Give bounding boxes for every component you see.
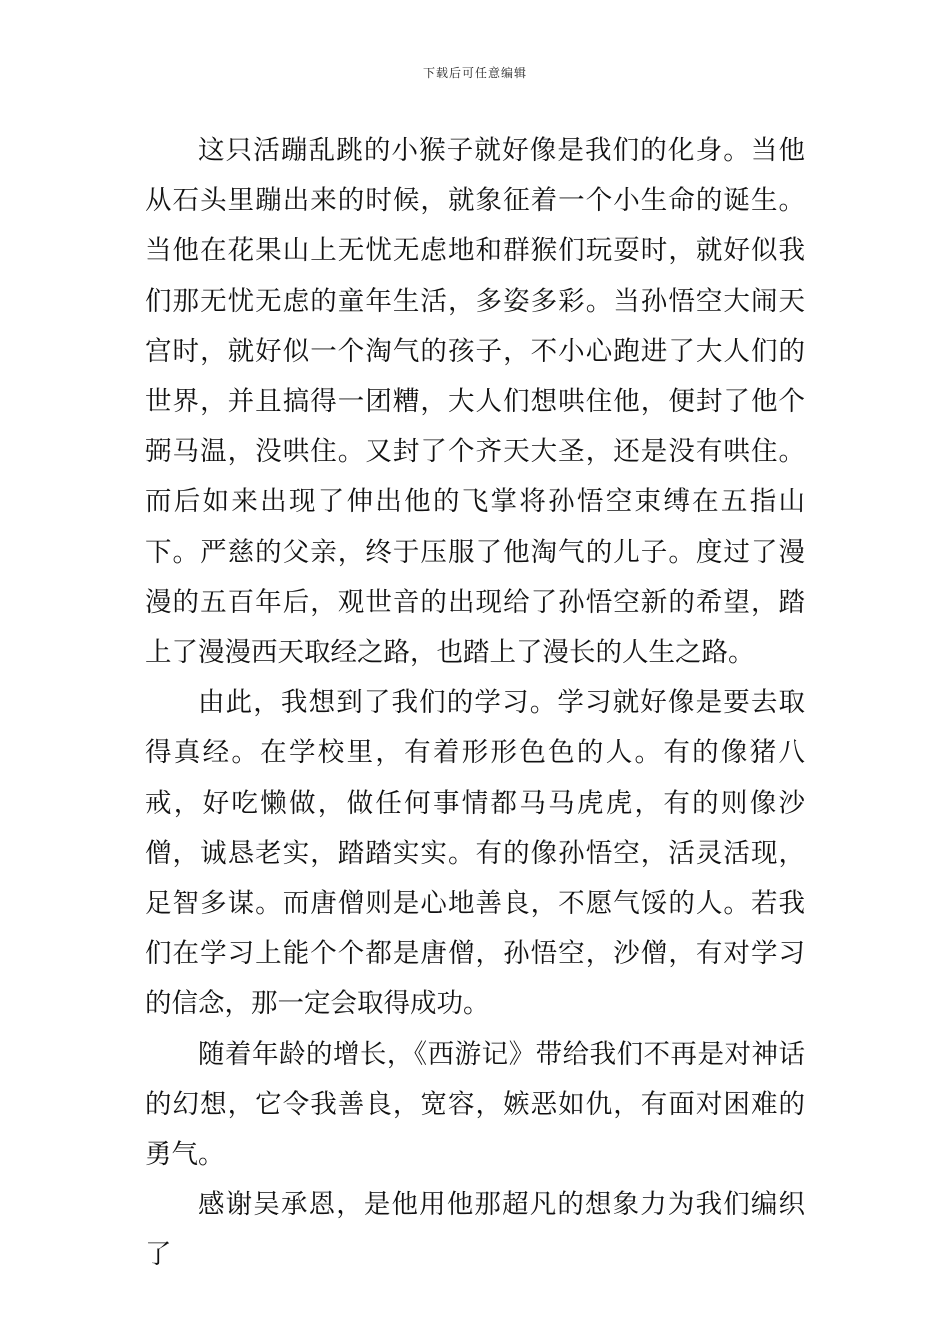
paragraph-4: 感谢吴承恩，是他用他那超凡的想象力为我们编织了 <box>145 1189 805 1271</box>
paragraph-2: 由此，我想到了我们的学习。学习就好像是要去取得真经。在学校里，有着形形色色的人。有的像猪八戒，好吃懒做，做任何事情都马马虎虎，有的则像沙僧，诚恳老实，踏踏实实。有的像孙悟空，活灵活现，足智多谋。而唐僧则是心地善良，不愿气馁的人。若我们在学习上能个个都是唐僧，孙悟空，沙僧，有对学习的信念，那一定会取得成功。 <box>145 687 805 1020</box>
paragraph-3: 随着年龄的增长，《西游记》带给我们不再是对神话的幻想，它令我善良，宽容，嫉恶如仇，有面对困难的勇气。 <box>145 1038 805 1171</box>
document-body <box>145 126 805 1281</box>
page-header: 下载后可任意编辑 <box>422 66 527 80</box>
paragraph-1: 这只活蹦乱跳的小猴子就好像是我们的化身。当他从石头里蹦出来的时候，就象征着一个小生命的诞生。当他在花果山上无忧无虑地和群猴们玩耍时，就好似我们那无忧无虑的童年生活，多姿多彩。当孙悟空大闹天宫时，就好似一个淘气的孩子，不小心跑进了大人们的世界，并且搞得一团糟，大人们想哄住他，便封了他个弼马温，没哄住。又封了个齐天大圣，还是没有哄住。而后如来出现了伸出他的飞掌将孙悟空束缚在五指山下。严慈的父亲，终于压服了他淘气的儿子。度过了漫漫的五百年后，观世音的出现给了孙悟空新的希望，踏上了漫漫西天取经之路，也踏上了漫长的人生之路。 <box>145 135 805 669</box>
